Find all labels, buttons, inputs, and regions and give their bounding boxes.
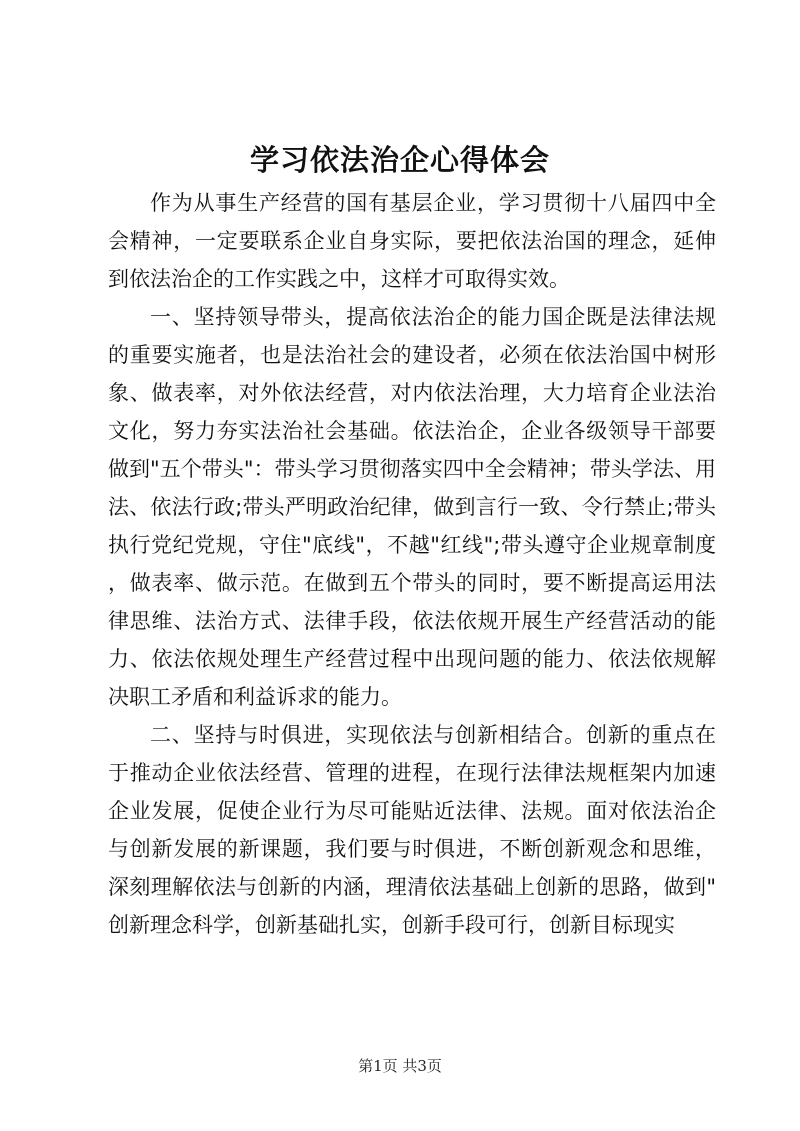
document-title: 学习依法治企心得体会 — [249, 143, 550, 177]
paragraph-section-one: 一、坚持领导带头，提高依法治企的能力国企既是法律法规的重要实施者，也是法治社会的建设者，必须在依法治国中树形象、做表率，对外依法经营，对内依法治理，大力培育企业法治文化，努力夯实法治社会基础。依法治企，企业各级领导干部要做到"五个带头"：带头学习贯彻落实四中全会精神；带头学法、用法、依法行政;带头严明政治纪律，做到言行一致、令行禁止;带头执行党纪党规，守住"底线"，不越"红线";带头遵守企业规章制度，做表率、做示范。在做到五个带头的同时，要不断提高运用法律思维、法治方式、法律手段，依法依规开展生产经营活动的能力、依法依规处理生产经营过程中出现问题的能力、依法依规解决职工矛盾和利益诉求的能力。 — [108, 305, 716, 709]
document-body — [108, 184, 716, 944]
paragraph-intro: 作为从事生产经营的国有基层企业，学习贯彻十八届四中全会精神，一定要联系企业自身实际，要把依法治国的理念，延伸到依法治企的工作实践之中，这样才可取得实效。 — [108, 191, 716, 291]
page-number-footer: 第1页 共3页 — [358, 1057, 442, 1075]
paragraph-section-two: 二、坚持与时俱进，实现依法与创新相结合。创新的重点在于推动企业依法经营、管理的进程，在现行法律法规框架内加速企业发展，促使企业行为尽可能贴近法律、法规。面对依法治企与创新发展的新课题，我们要与时俱进，不断创新观念和思维，深刻理解依法与创新的内涵，理清依法基础上创新的思路，做到"创新理念科学，创新基础扎实，创新手段可行，创新目标现实 — [108, 723, 716, 937]
